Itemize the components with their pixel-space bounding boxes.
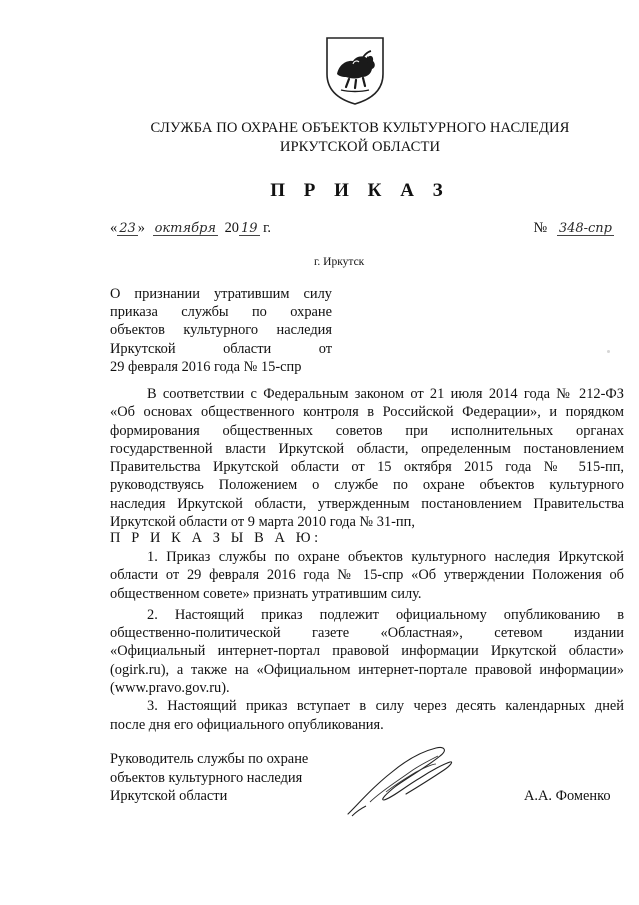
signer-position-line: Иркутской области (110, 788, 228, 805)
date-year-prefix: 20 (224, 220, 239, 236)
signer-position-line: объектов культурного наследия (110, 769, 303, 786)
item-1-line: 1. Приказ службы по охране объектов культурного наследия Иркутской (147, 549, 624, 565)
city-name: г. Иркутск (314, 256, 365, 268)
item-2-line: 2. Настоящий приказ подлежит официальному опубликованию в (147, 606, 624, 623)
signature-icon (340, 742, 460, 822)
preamble-line: Правительства Иркутской области от 15 октября 2015 года № 515-пп, (110, 459, 624, 476)
subject-line: приказа службы по охране (110, 304, 332, 321)
preamble-line: руководствуясь Положением о службе по охране объектов культурного (110, 477, 624, 494)
order-items (110, 548, 624, 734)
date-open-quote: « (110, 220, 118, 236)
date-month: октября (154, 221, 216, 236)
preamble-line: формирования общественных советов при исполнительных органах (110, 422, 624, 439)
preamble-line: «Об основах общественного контроля в Российской Федерации», и порядком (110, 404, 624, 421)
subject-line: объектов культурного наследия (110, 322, 332, 339)
item-3-line: после дня его официального опубликования. (110, 716, 384, 733)
date-year-suffix: 19 (240, 221, 258, 236)
signer-position-line: Руководитель службы по охране (110, 751, 309, 767)
date-year-unit: г. (263, 220, 271, 236)
item-2-line: общественно-политической газете «Областная», сетевом издании (110, 625, 624, 642)
preamble-line: В соответствии с Федеральным законом от 21 июля 2014 года № 212-ФЗ (147, 386, 624, 402)
organization-name-line2: ИРКУТСКОЙ ОБЛАСТИ (279, 139, 441, 155)
subject-line: 29 февраля 2016 года № 15-спр (110, 358, 302, 375)
subject-line: Иркутской области от (110, 340, 332, 357)
organization-name-line1: СЛУЖБА ПО ОХРАНЕ ОБЪЕКТОВ КУЛЬТУРНОГО НАСЛЕДИЯ (150, 120, 570, 136)
signer-position (110, 750, 308, 806)
item-1-line: общественном совете» признать утратившим силу. (110, 585, 422, 602)
date-day: 23 (119, 221, 136, 236)
number-value: 348-спр (558, 221, 612, 236)
preamble-line: государственной власти Иркутской области, определенным постановлением (110, 440, 624, 457)
document-type-title: П Р И К А З (270, 180, 450, 201)
order-subject (110, 285, 332, 376)
item-3-line: 3. Настоящий приказ вступает в силу через десять календарных дней (147, 698, 624, 715)
preamble-paragraph (110, 385, 624, 531)
subject-line: О признании утратившим силу (110, 286, 332, 302)
date-close-quote: » (137, 220, 145, 236)
coat-of-arms-icon (323, 34, 387, 106)
item-2-line: «Официальный интернет-портал правовой информации Иркутской области» (110, 643, 624, 660)
item-1-line: области от 29 февраля 2016 года № 15-спр «Об утверждении Положения об (110, 567, 624, 584)
scan-speck (607, 350, 610, 353)
order-date (110, 220, 271, 237)
signer-name: А.А. Фоменко (524, 788, 611, 804)
preamble-line: Иркутской области от 9 марта 2010 года № 31-пп, (110, 514, 415, 531)
order-directive-word: П Р И К А З Ы В А Ю: (110, 530, 322, 546)
preamble-line: наследия Иркутской области, утвержденным постановлением Правительства (110, 495, 624, 512)
order-number (533, 220, 614, 237)
item-2-line: (ogirk.ru), а также на «Официальном интернет-портале правовой информации» (110, 661, 624, 678)
number-sign: № (533, 220, 548, 236)
item-2-line: (www.pravo.gov.ru). (110, 680, 230, 697)
